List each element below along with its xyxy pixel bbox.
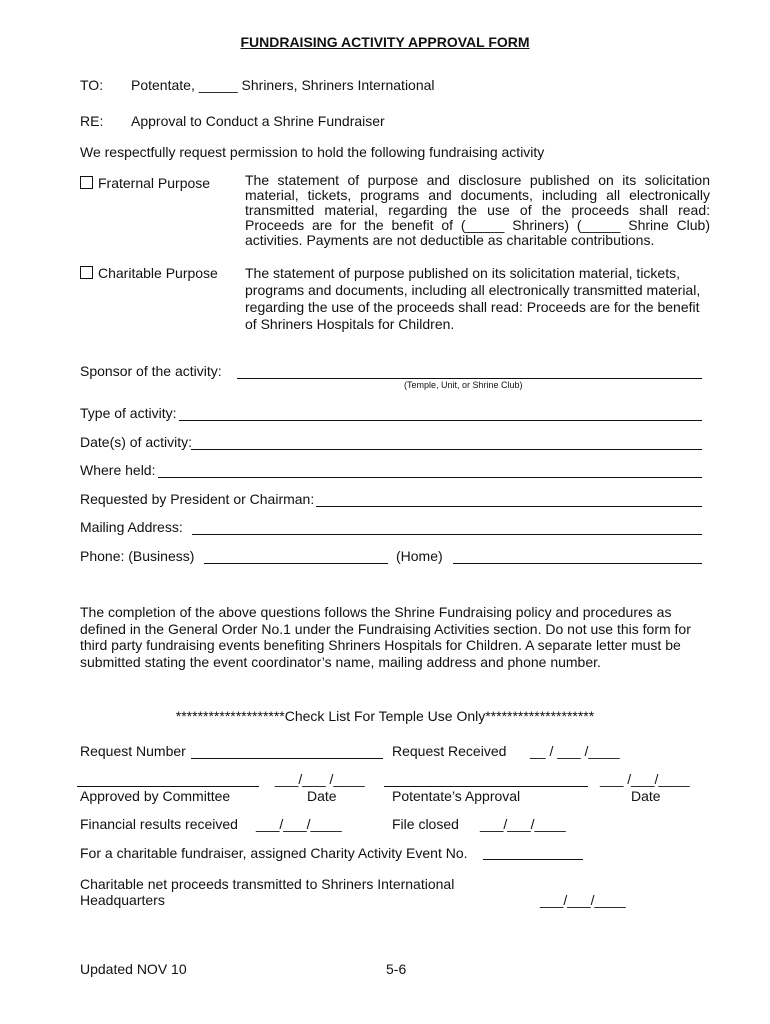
charitable-option[interactable] xyxy=(80,265,218,281)
request-received-date[interactable]: __ / ___ /____ xyxy=(530,743,620,759)
financial-date[interactable]: ___/___/____ xyxy=(256,816,342,832)
sponsor-label: Sponsor of the activity: xyxy=(80,363,222,379)
charitable-label: Charitable Purpose xyxy=(98,265,218,281)
committee-date-blank[interactable]: ___/___ /____ xyxy=(275,771,365,787)
re-label: RE: xyxy=(80,113,104,129)
policy-text: The completion of the above questions follows the Shrine Fundraising policy and procedures as defined in the General Order No.1 under the Fundraising Activities section. Do not use this form for third party fundraising events benefiting Shriners Hospitals for Children. A separate letter must be submitted stating the event coordinator’s name, mailing address and phone number. xyxy=(80,604,691,670)
footer-page-number: 5-6 xyxy=(386,961,407,977)
re-value: Approval to Conduct a Shrine Fundraiser xyxy=(131,113,385,129)
type-line[interactable] xyxy=(179,420,702,421)
requested-label: Requested by President or Chairman: xyxy=(80,491,315,507)
charitable-statement: The statement of purpose published on its solicitation material, tickets, programs and documents, including all electronically transmitted material, regarding the use of the proceeds shall read: Proceeds are for the benefit of Shriners Hospitals for Children. xyxy=(245,265,701,332)
date-label-2: Date xyxy=(631,788,661,804)
phone-business-line[interactable] xyxy=(204,563,388,564)
approved-by-label: Approved by Committee xyxy=(80,788,231,804)
fraternal-label: Fraternal Purpose xyxy=(98,175,211,191)
checklist-heading: ********************Check List For Temple Use Only******************** xyxy=(175,708,595,724)
charity-event-line[interactable] xyxy=(483,859,583,860)
dates-line[interactable] xyxy=(191,449,702,450)
committee-signature-line[interactable] xyxy=(77,786,259,787)
sponsor-hint: (Temple, Unit, or Shrine Club) xyxy=(404,380,523,390)
fraternal-statement: The statement of purpose and disclosure published on its solicitation material, tickets, programs and documents, including all electronically transmitted material, regarding the use of the proceeds shall read: Proceeds are for the benefit of (_____ Shriners) (_____ Shrine Club) activities. Payments are not deductible as charitable contributions. xyxy=(245,172,710,248)
charitable-checkbox[interactable] xyxy=(80,266,93,279)
intro-text: We respectfully request permission to hold the following fundraising activity xyxy=(80,144,545,160)
financial-label: Financial results received xyxy=(80,816,238,832)
where-line[interactable] xyxy=(158,477,702,478)
form-title: FUNDRAISING ACTIVITY APPROVAL FORM xyxy=(240,34,530,50)
fraternal-checkbox[interactable] xyxy=(80,176,93,189)
potentate-approval-label: Potentate’s Approval xyxy=(392,788,521,804)
phone-home-line[interactable] xyxy=(453,563,702,564)
net-proceeds-label-1: Charitable net proceeds transmitted to Shriners International xyxy=(80,876,455,892)
requested-line[interactable] xyxy=(316,506,702,507)
request-number-line[interactable] xyxy=(191,758,383,759)
phone-home-label: (Home) xyxy=(396,548,443,564)
to-value: Potentate, _____ Shriners, Shriners International xyxy=(131,77,435,93)
date-label-1: Date xyxy=(307,788,337,804)
mailing-label: Mailing Address: xyxy=(80,519,183,535)
mailing-line[interactable] xyxy=(192,534,702,535)
potentate-date-blank[interactable]: ___ /___/____ xyxy=(600,771,690,787)
dates-label: Date(s) of activity: xyxy=(80,434,193,450)
type-label: Type of activity: xyxy=(80,405,177,421)
phone-business-label: Phone: (Business) xyxy=(80,548,195,564)
potentate-signature-line[interactable] xyxy=(384,786,588,787)
to-label: TO: xyxy=(80,77,104,93)
net-proceeds-date[interactable]: ___/___/____ xyxy=(540,892,626,908)
file-closed-label: File closed xyxy=(392,816,459,832)
net-proceeds-label-2: Headquarters xyxy=(80,892,165,908)
sponsor-line[interactable] xyxy=(237,378,702,379)
fraternal-option[interactable] xyxy=(80,175,210,191)
where-label: Where held: xyxy=(80,462,156,478)
request-received-label: Request Received xyxy=(392,743,507,759)
charity-event-label: For a charitable fundraiser, assigned Charity Activity Event No. xyxy=(80,845,468,861)
file-closed-date[interactable]: ___/___/____ xyxy=(480,816,566,832)
request-number-label: Request Number xyxy=(80,743,186,759)
footer-updated: Updated NOV 10 xyxy=(80,961,187,977)
